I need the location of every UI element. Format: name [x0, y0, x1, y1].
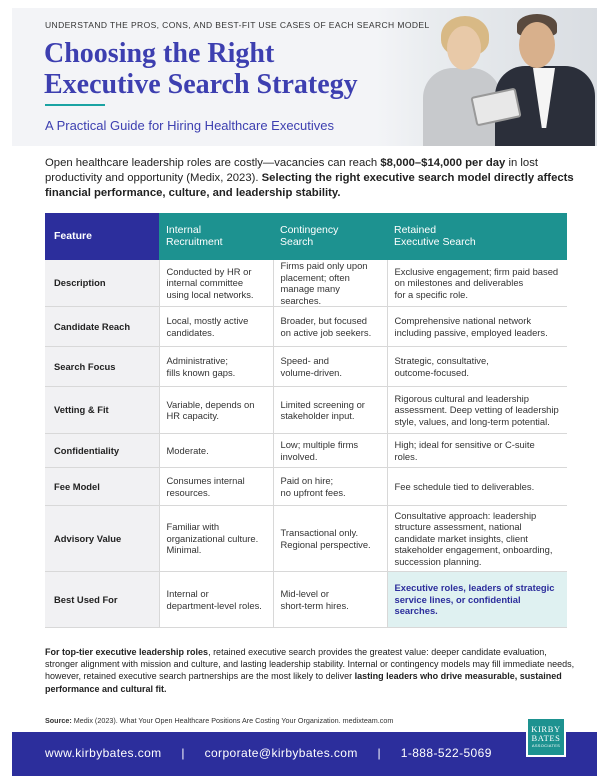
internal-cell: Moderate.: [159, 434, 273, 468]
internal-cell: Familiar with organizational culture. Minimal.: [159, 506, 273, 572]
contingency-cell: Low; multiple firms involved.: [273, 434, 387, 468]
retained-cell: Fee schedule tied to deliverables.: [387, 468, 567, 506]
contingency-cell: Broader, but focused on active job seekers.: [273, 307, 387, 347]
contingency-cell: Mid-level or short-term hires.: [273, 572, 387, 628]
table-row: [45, 434, 567, 468]
summary-paragraph: For top-tier executive leadership roles, retained executive search provides the greatest value: deeper candidate evaluation, stronger alignment with mission and culture, and lasting leadership stability. Internal or contingency models may fill immediate needs, however, retained executive search partnerships are the most likely to deliver lasting leaders who drive measurable, sustained performance and cultural fit.: [45, 647, 575, 694]
feature-cell: Best Used For: [45, 572, 159, 628]
header-contingency: Contingency Search: [273, 213, 387, 260]
table-row: [45, 260, 567, 307]
internal-cell: Variable, depends on HR capacity.: [159, 387, 273, 434]
footer-separator: |: [181, 746, 185, 760]
header-retained: Retained Executive Search: [387, 213, 567, 260]
email-link[interactable]: corporate@kirbybates.com: [204, 746, 358, 760]
internal-cell: Internal or department-level roles.: [159, 572, 273, 628]
contingency-cell: Limited screening or stakeholder input.: [273, 387, 387, 434]
header-feature: Feature: [45, 213, 159, 260]
feature-cell: Advisory Value: [45, 506, 159, 572]
internal-cell: Conducted by HR or internal committee using local networks.: [159, 260, 273, 307]
internal-cell: Administrative; fills known gaps.: [159, 347, 273, 387]
feature-cell: Search Focus: [45, 347, 159, 387]
table-row: [45, 347, 567, 387]
feature-cell: Candidate Reach: [45, 307, 159, 347]
feature-cell: Description: [45, 260, 159, 307]
table-row: [45, 506, 567, 572]
retained-cell: Exclusive engagement; firm paid based on milestones and deliverables for a specific role.: [387, 260, 567, 307]
retained-cell: Executive roles, leaders of strategic service lines, or confidential searches.: [387, 572, 567, 628]
header-internal: Internal Recruitment: [159, 213, 273, 260]
table-row: [45, 307, 567, 347]
footer-contacts: [45, 746, 492, 760]
kicker-text: UNDERSTAND THE PROS, CONS, AND BEST-FIT USE CASES OF EACH SEARCH MODEL: [45, 20, 430, 30]
contingency-cell: Paid on hire; no upfront fees.: [273, 468, 387, 506]
title-divider: [45, 104, 105, 106]
retained-cell: Consultative approach: leadership structure assessment, national candidate market insights, client stakeholder engagement, onboarding, succession planning.: [387, 506, 567, 572]
table-row: [45, 387, 567, 434]
retained-cell: Comprehensive national network including passive, employed leaders.: [387, 307, 567, 347]
feature-cell: Fee Model: [45, 468, 159, 506]
table-row: [45, 468, 567, 506]
retained-cell: High; ideal for sensitive or C-suite roles.: [387, 434, 567, 468]
contingency-cell: Firms paid only upon placement; often manage many searches.: [273, 260, 387, 307]
footer-separator: |: [377, 746, 382, 760]
internal-cell: Local, mostly active candidates.: [159, 307, 273, 347]
table-header-row: [45, 213, 567, 260]
contingency-cell: Transactional only. Regional perspective.: [273, 506, 387, 572]
kirby-bates-logo: KIRBY BATES ASSOCIATES: [526, 717, 566, 757]
table-row: [45, 572, 567, 628]
retained-cell: Strategic, consultative, outcome-focused.: [387, 347, 567, 387]
retained-cell: Rigorous cultural and leadership assessment. Deep vetting of leadership style, values, and long-term potential.: [387, 387, 567, 434]
source-citation: Source: Medix (2023). What Your Open Healthcare Positions Are Costing Your Organization. medixteam.com: [45, 716, 394, 725]
feature-cell: Vetting & Fit: [45, 387, 159, 434]
contingency-cell: Speed- and volume-driven.: [273, 347, 387, 387]
footer-bar: [12, 732, 597, 776]
phone-link[interactable]: 1-888-522-5069: [400, 746, 492, 760]
internal-cell: Consumes internal resources.: [159, 468, 273, 506]
website-link[interactable]: www.kirbybates.com: [45, 746, 162, 760]
comparison-table: [45, 213, 567, 628]
intro-paragraph: Open healthcare leadership roles are costly—vacancies can reach $8,000–$14,000 per day in lost productivity and opportunity (Medix, 2023). Selecting the right executive search model directly affects financial performance, culture, and leadership stability.: [45, 157, 574, 199]
page-subtitle: A Practical Guide for Hiring Healthcare Executives: [45, 118, 335, 133]
page-title: Choosing the Right Executive Search Strategy: [44, 38, 358, 100]
feature-cell: Confidentiality: [45, 434, 159, 468]
